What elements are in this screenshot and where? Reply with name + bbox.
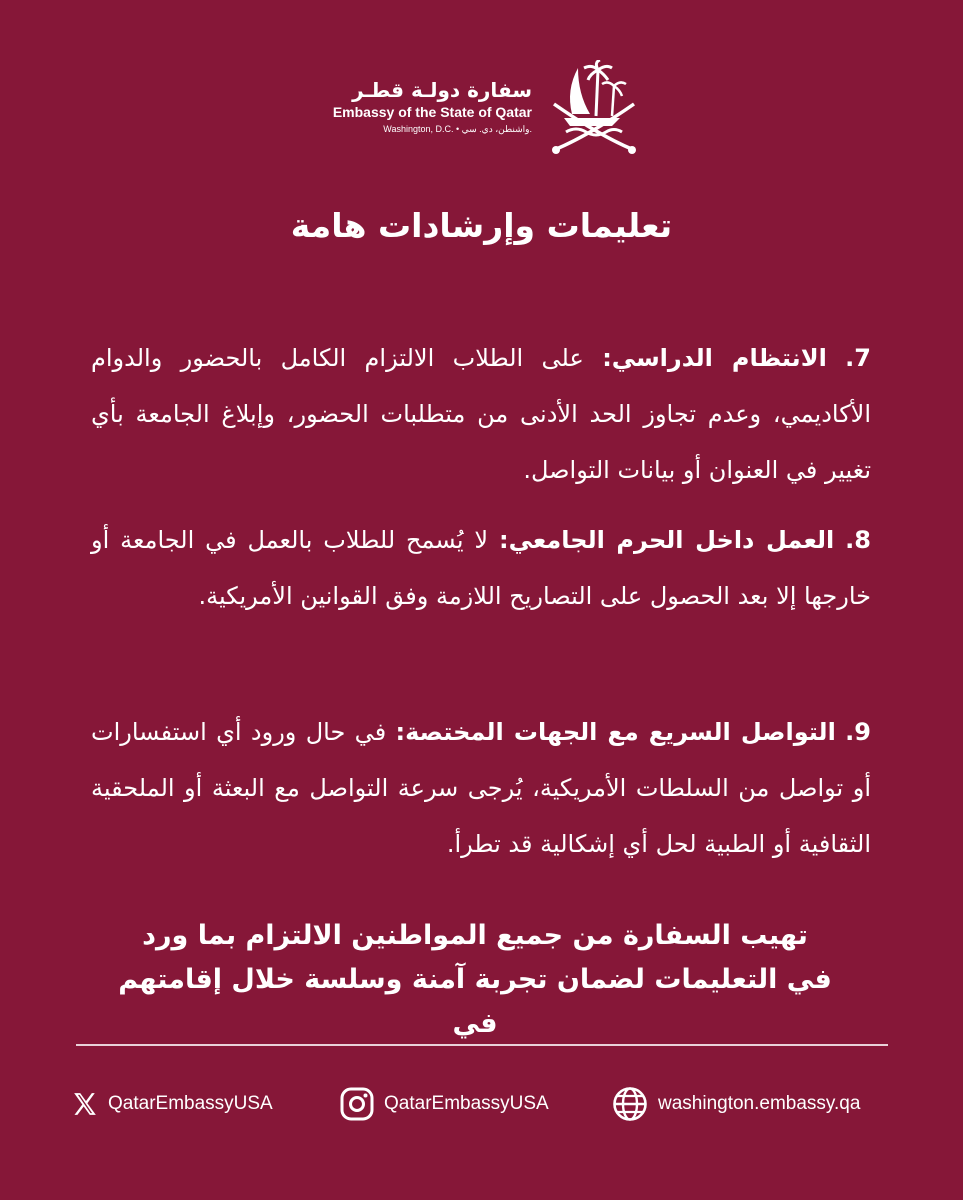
footer bbox=[72, 1080, 892, 1128]
instruction-item bbox=[91, 704, 871, 872]
embassy-name-english: Embassy of the State of Qatar bbox=[332, 104, 532, 120]
instruction-item bbox=[91, 330, 871, 498]
instagram-link[interactable] bbox=[340, 1080, 549, 1128]
x-logo-icon bbox=[72, 1091, 98, 1117]
divider bbox=[76, 1044, 888, 1046]
page-title: تعليمات وإرشادات هامة bbox=[290, 206, 673, 245]
item-text: في حال ورود أي استفسارات أو تواصل من السلطات الأمريكية، يُرجى سرعة التواصل مع البعثة أو الملحقية الثقافية أو الطبية لحل أي إشكالية قد تطرأ. bbox=[91, 718, 871, 858]
item-text: لا يُسمح للطلاب بالعمل في الجامعة أو خارجها إلا بعد الحصول على التصاريح اللازمة وفق القوانين الأمريكية. bbox=[91, 526, 871, 610]
x-link[interactable] bbox=[72, 1080, 273, 1128]
instagram-icon bbox=[340, 1087, 374, 1121]
item-heading: الانتظام الدراسي: bbox=[602, 344, 827, 372]
x-handle[interactable]: QatarEmbassyUSA bbox=[108, 1093, 273, 1114]
item-heading: التواصل السريع مع الجهات المختصة: bbox=[395, 718, 836, 746]
item-heading: العمل داخل الحرم الجامعي: bbox=[498, 526, 835, 554]
header bbox=[330, 60, 640, 160]
item-text: على الطلاب الالتزام الكامل بالحضور والدوام الأكاديمي، وعدم تجاوز الحد الأدنى من متطلبات الحضور، وإبلاغ الجامعة بأي تغيير في العنوان أو بيانات التواصل. bbox=[91, 344, 871, 484]
item-number: 7. bbox=[845, 344, 871, 372]
item-number: 9. bbox=[845, 718, 871, 746]
website-url[interactable]: washington.embassy.qa bbox=[658, 1093, 861, 1114]
embassy-location: Washington, D.C. • واشنطن، دي. سي. bbox=[383, 124, 532, 134]
instagram-handle[interactable]: QatarEmbassyUSA bbox=[384, 1093, 549, 1114]
globe-icon bbox=[612, 1086, 648, 1122]
item-number: 8. bbox=[845, 526, 871, 554]
instruction-item bbox=[91, 512, 871, 624]
website-link[interactable] bbox=[612, 1080, 860, 1128]
embassy-brand bbox=[322, 78, 532, 136]
qatar-emblem-icon bbox=[548, 60, 640, 158]
closing-statement: تهيب السفارة من جميع المواطنين الالتزام بما ورد في التعليمات لضمان تجربة آمنة وسلسة خلال إقامتهم في bbox=[118, 920, 832, 1039]
embassy-name-arabic: سفارة دولـة قطـر bbox=[352, 78, 532, 102]
